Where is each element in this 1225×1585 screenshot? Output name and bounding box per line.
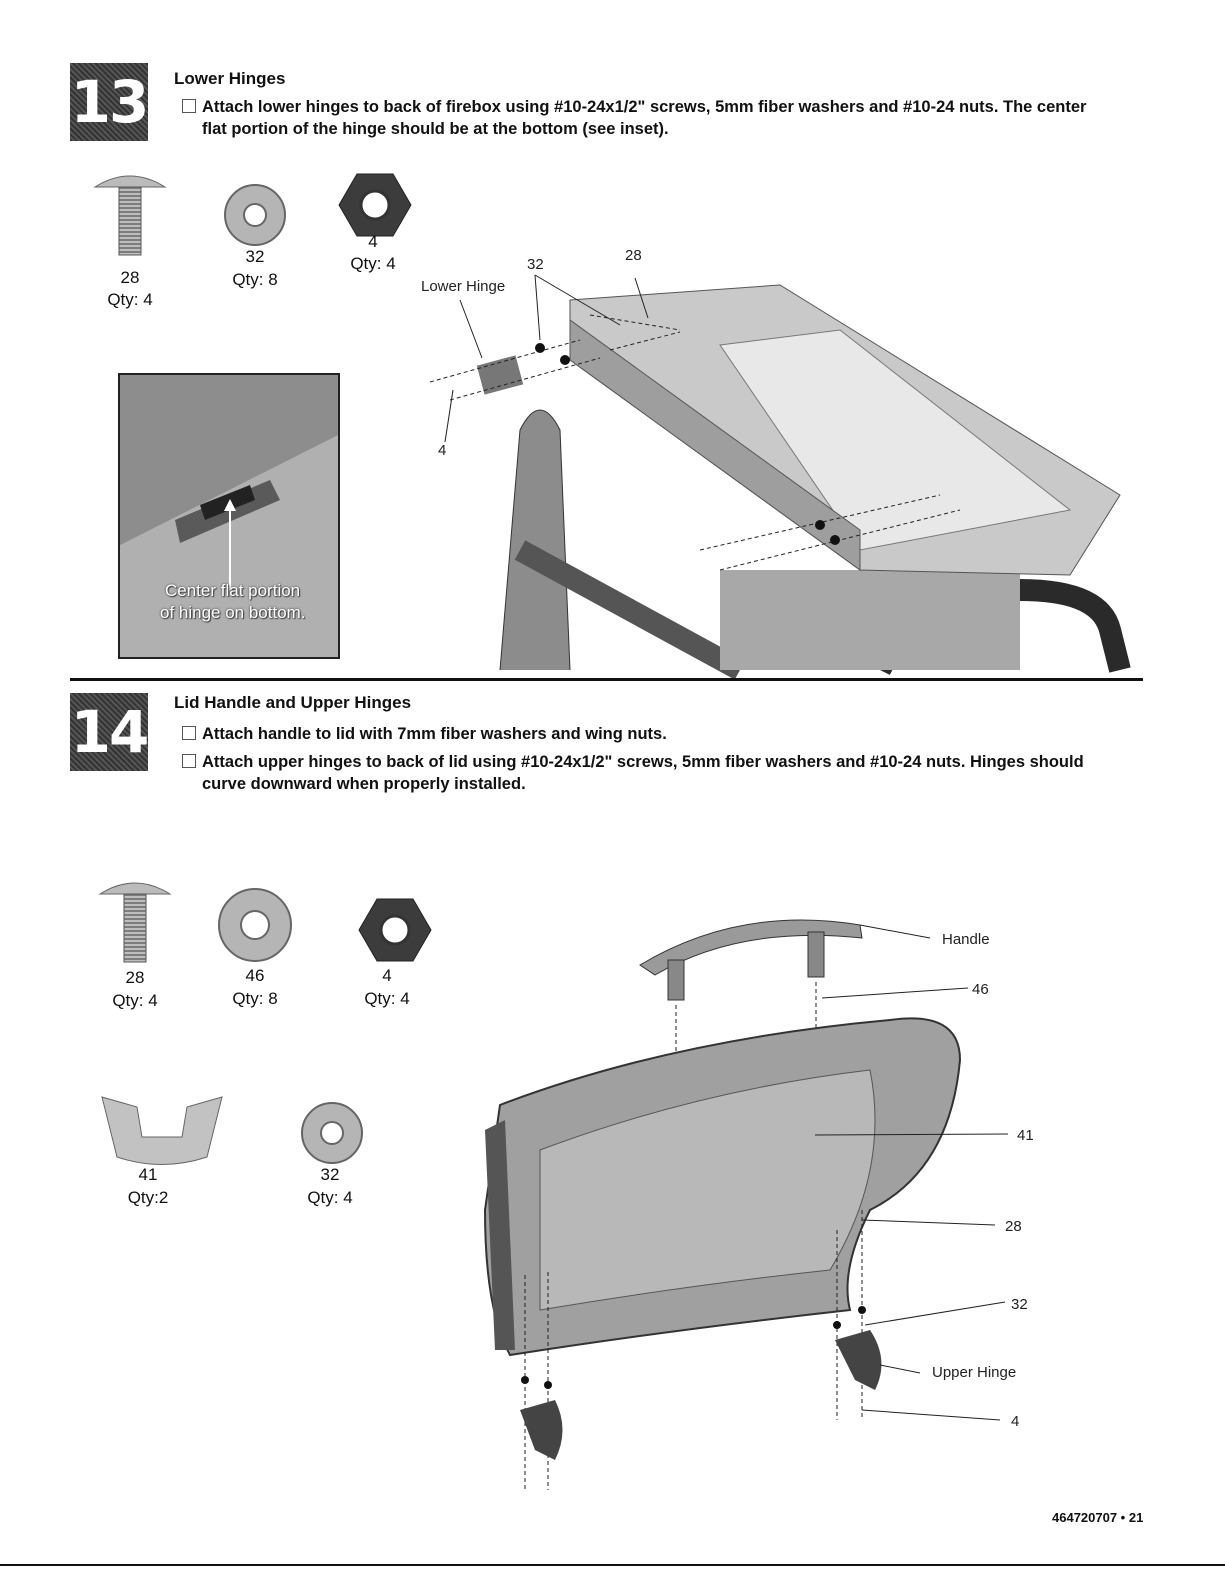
hinge-inset-image [118, 373, 340, 659]
part-32-qty: Qty: 8 [232, 270, 278, 289]
part-32-number: 32 [320, 1165, 340, 1184]
checkbox-icon [182, 726, 196, 740]
part-28-number: 28 [120, 268, 140, 287]
callout-handle: Handle [942, 931, 990, 948]
screw-icon [95, 872, 175, 967]
part-4-number: 4 [368, 232, 378, 251]
callout-28: 28 [1005, 1218, 1022, 1235]
step-14-badge: 14 [70, 693, 148, 771]
callout-4: 4 [438, 442, 447, 459]
part-28-qty: Qty: 4 [107, 290, 153, 309]
page-footer: 464720707 • 21 [1052, 1510, 1144, 1525]
part-28-number: 28 [125, 968, 145, 987]
part-46-qty: Qty: 8 [232, 989, 278, 1008]
part-28-qty: Qty: 4 [112, 991, 158, 1010]
callout-4: 4 [1011, 1413, 1020, 1430]
step-13-instruction [182, 96, 1102, 140]
section-divider [70, 678, 1143, 681]
part-46-number: 46 [245, 966, 265, 985]
part-32-number: 32 [245, 247, 265, 266]
washer-icon [215, 885, 295, 965]
firebox-illustration [420, 270, 1140, 670]
step-14-instruction-2 [182, 751, 1102, 795]
step-14-instruction-1-text: Attach handle to lid with 7mm fiber washers and wing nuts. [202, 725, 667, 743]
callout-lower-hinge: Lower Hinge [421, 278, 506, 295]
step-14-instruction-1 [182, 723, 1082, 745]
callout-28: 28 [625, 247, 642, 264]
spacer-bracket-icon [97, 1092, 227, 1167]
part-41-qty: Qty:2 [127, 1188, 169, 1207]
callout-upper-hinge: Upper Hinge [932, 1364, 1017, 1381]
inset-caption-1: Center flat portion [165, 581, 301, 600]
checkbox-icon [182, 99, 196, 113]
step-13-title: Lower Hinges [174, 69, 286, 88]
step-13-badge: 13 [70, 63, 148, 141]
part-41-number: 41 [138, 1165, 158, 1184]
callout-32: 32 [1011, 1296, 1028, 1313]
part-4-qty: Qty: 4 [364, 989, 410, 1008]
screw-icon [90, 165, 170, 260]
inset-caption-2: of hinge on bottom. [160, 603, 306, 622]
callout-41: 41 [1017, 1127, 1034, 1144]
hex-nut-icon [355, 895, 435, 965]
step-13-instruction-text: Attach lower hinges to back of firebox using #10-24x1/2" screws, 5mm fiber washers and #10-24 nuts. The center flat portion of the hinge should be at the bottom (see inset). [202, 98, 1087, 138]
lid-illustration [470, 910, 1030, 1490]
page-bottom-rule [0, 1564, 1225, 1566]
part-4-qty: Qty: 4 [350, 254, 396, 273]
step-14-instruction-2-text: Attach upper hinges to back of lid using #10-24x1/2" screws, 5mm fiber washers and #10-24 nuts. Hinges should curve downward when properly installed. [202, 753, 1084, 793]
callout-32: 32 [527, 256, 544, 273]
washer-icon [297, 1098, 367, 1168]
washer-icon [220, 180, 290, 250]
part-32-qty: Qty: 4 [307, 1188, 353, 1207]
hex-nut-icon [335, 170, 415, 240]
callout-46: 46 [972, 981, 989, 998]
step-14-title: Lid Handle and Upper Hinges [174, 693, 412, 712]
checkbox-icon [182, 754, 196, 768]
part-4-number: 4 [382, 966, 392, 985]
